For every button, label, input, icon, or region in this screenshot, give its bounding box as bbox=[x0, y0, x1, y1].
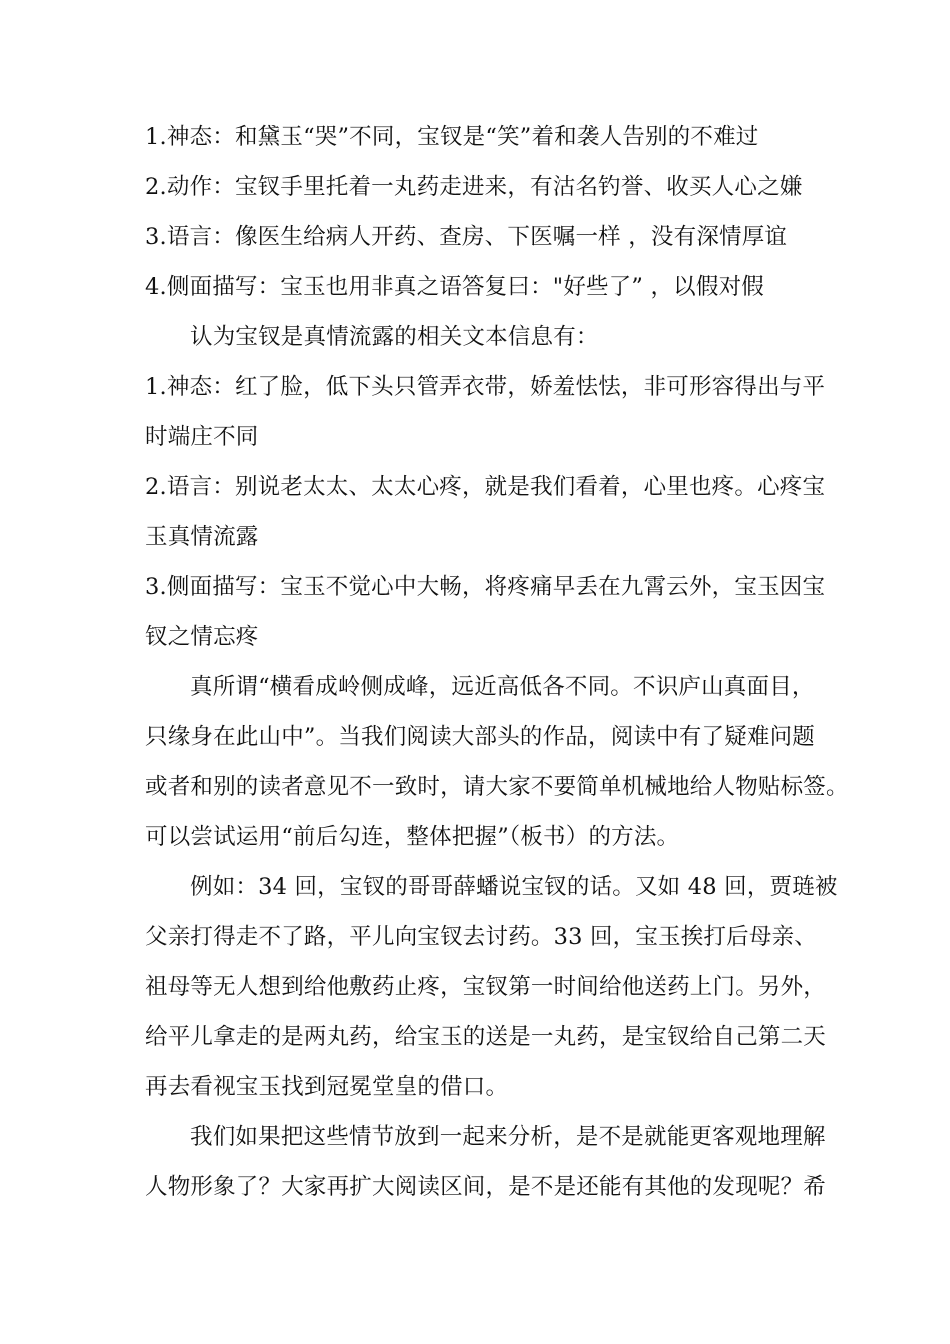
text-line: 1.神态：和黛玉“哭”不同，宝钗是“笑”着和袭人告别的不难过 bbox=[145, 124, 759, 150]
paragraph-line: 例如：34 回，宝钗的哥哥薛蟠说宝钗的话。又如 48 回，贾琏被 bbox=[190, 874, 838, 900]
text-line: 可以尝试运用“前后勾连，整体把握”（板书）的方法。 bbox=[145, 824, 680, 850]
text-line: 2.语言：别说老太太、太太心疼，就是我们看着，心里也疼。心疼宝 bbox=[145, 474, 826, 500]
text-line: 只缘身在此山中”。当我们阅读大部头的作品，阅读中有了疑难问题 bbox=[145, 724, 816, 750]
text-line: 给平儿拿走的是两丸药，给宝玉的送是一丸药，是宝钗给自己第二天 bbox=[145, 1024, 827, 1050]
text-line: 1.神态：红了脸，低下头只管弄衣带，娇羞怯怯，非可形容得出与平 bbox=[145, 374, 826, 400]
text-line: 父亲打得走不了路，平儿向宝钗去讨药。33 回，宝玉挨打后母亲、 bbox=[145, 924, 817, 950]
text-line: 或者和别的读者意见不一致时，请大家不要简单机械地给人物贴标签。 bbox=[145, 774, 849, 800]
text-line: 再去看视宝玉找到冠冕堂皇的借口。 bbox=[145, 1074, 509, 1100]
text-line: 3.侧面描写：宝玉不觉心中大畅，将疼痛早丢在九霄云外，宝玉因宝 bbox=[145, 574, 826, 600]
text-line: 人物形象了？大家再扩大阅读区间，是不是还能有其他的发现呢？希 bbox=[145, 1174, 827, 1200]
text-line: 3.语言：像医生给病人开药、查房、下医嘱一样 ，没有深情厚谊 bbox=[145, 224, 788, 250]
text-line: 祖母等无人想到给他敷药止疼，宝钗第一时间给他送药上门。另外， bbox=[145, 974, 827, 1000]
text-line: 玉真情流露 bbox=[145, 524, 259, 550]
document-body bbox=[145, 112, 849, 1212]
text-line: 4.侧面描写：宝玉也用非真之语答复曰："好些了” ，以假对假 bbox=[145, 274, 764, 300]
text-line: 钗之情忘疼 bbox=[145, 624, 259, 650]
paragraph-line: 认为宝钗是真情流露的相关文本信息有： bbox=[190, 324, 599, 350]
paragraph-line: 我们如果把这些情节放到一起来分析，是不是就能更客观地理解 bbox=[190, 1124, 826, 1150]
paragraph-line: 真所谓“横看成岭侧成峰，远近高低各不同。不识庐山真面目， bbox=[190, 674, 815, 700]
text-line: 时端庄不同 bbox=[145, 424, 259, 450]
text-line: 2.动作：宝钗手里托着一丸药走进来，有沽名钓誉、收买人心之嫌 bbox=[145, 174, 803, 200]
